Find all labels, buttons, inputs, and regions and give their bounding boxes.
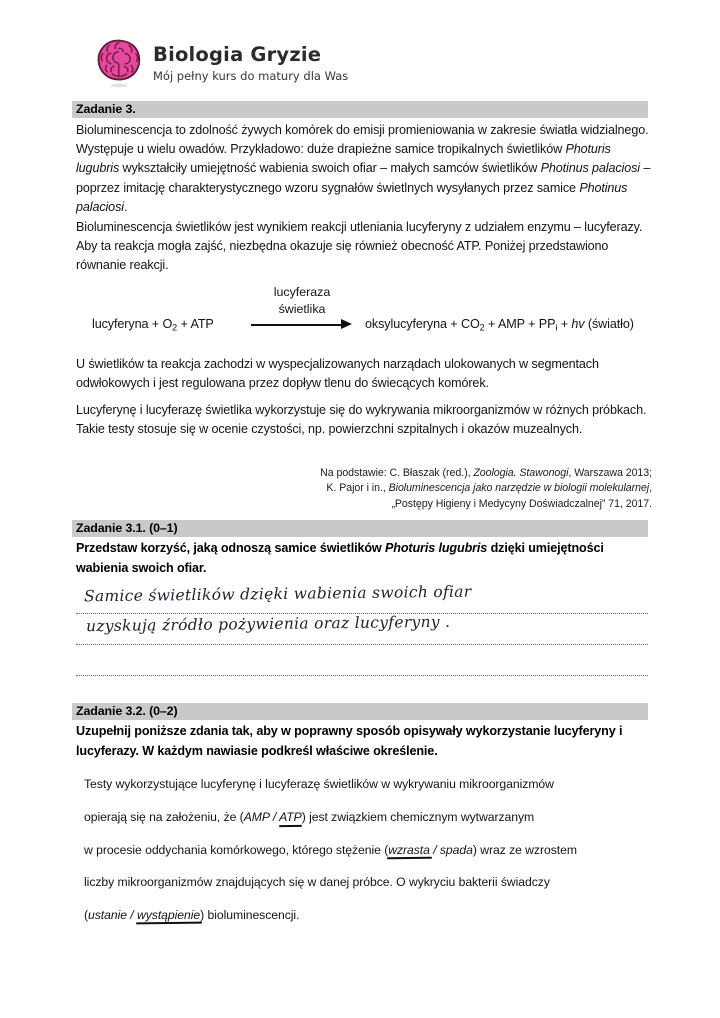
answer-line-2[interactable] bbox=[76, 614, 648, 645]
task-3-paragraph-1 bbox=[76, 121, 652, 217]
choice-amp[interactable]: AMP bbox=[243, 809, 270, 824]
task-3-band: Zadanie 3. bbox=[72, 101, 648, 118]
gapfill-3-b: ) wraz ze wzrostem bbox=[472, 842, 577, 857]
gapfill-5-a: ( bbox=[84, 908, 89, 923]
task-3-paragraph-3: U świetlików ta reakcja zachodzi w wyspecjalizowanych narządach ulokowanych w segmentach odwłokowych i jest regulowana przez dopływ tlenu do świecących komórek. bbox=[76, 357, 599, 391]
answer-line-1[interactable] bbox=[76, 583, 648, 614]
handwritten-answer-line-1: Samice świetlików dzięki wabienia swoich ofiar bbox=[83, 582, 472, 606]
choice-wystapienie-selected[interactable]: wystąpienie bbox=[136, 908, 201, 923]
instruction-part-b: dzięki umiejętności wabienia swoich ofiar. bbox=[76, 541, 604, 575]
gapfill-2-b: ) jest związkiem chemicznym wytwarzanym bbox=[301, 809, 535, 824]
choice-separator-3: / bbox=[126, 908, 137, 923]
choice-ustanie[interactable]: ustanie bbox=[88, 908, 127, 923]
choice-wzrasta-selected[interactable]: wzrasta bbox=[388, 842, 430, 857]
citation-line-1 bbox=[232, 466, 652, 481]
p1-part-a: Bioluminescencja to zdolność żywych komórek do emisji promieniowania w zakresie światła widzialnego. Występuje u wielu owadów. Przykładowo: duże drapieżne samice tropikalnych świetlików bbox=[76, 123, 649, 157]
citation-2-title: Bioluminescencja jako narzędzie w biologii molekularnej bbox=[388, 482, 650, 495]
citation-line-2 bbox=[232, 481, 652, 496]
task-3-2-instruction: Uzupełnij poniższe zdania tak, aby w poprawny sposób opisywały wykorzystanie lucyferyny i lucyferazy. W każdym nawiasie podkreśl właściwe określenie. bbox=[76, 724, 623, 758]
brand-header bbox=[96, 38, 348, 88]
species-photinus-palaciosi-1: Photinus palaciosi bbox=[540, 161, 640, 176]
brand-subtitle: Mój pełny kurs do matury dla Was bbox=[153, 68, 349, 83]
product-text-c: + bbox=[557, 317, 572, 331]
task-3-1-band: Zadanie 3.1. (0–1) bbox=[72, 520, 648, 537]
gapfill-5-b: ) bioluminescencji. bbox=[200, 908, 300, 923]
source-citation bbox=[232, 466, 652, 512]
gapfill-line-1: Testy wykorzystujące lucyferynę i lucyferazę świetlików w wykrywaniu mikroorganizmów bbox=[84, 777, 554, 791]
task-3-paragraph-2: Bioluminescencja świetlików jest wynikiem reakcji utleniania lucyferyny z udziałem enzymu – lucyferazy. Aby ta reakcja mogła zajść, niezbędna okazuje się również obecność ATP. Poniżej przedstawiono równanie reakcji. bbox=[76, 220, 643, 273]
right-arrow-icon bbox=[243, 318, 365, 332]
task-3-1-instruction bbox=[76, 539, 652, 578]
task-3-paragraph-4: Lucyferynę i lucyferazę świetlika wykorzystuje się do wykrywania mikroorganizmów w różnych próbkach. Takie testy stosuje się w ocenie czystości, np. powierzchni szpitalnych i okazów muzealnych. bbox=[76, 403, 647, 437]
equation-products bbox=[365, 317, 634, 333]
brain-icon bbox=[96, 38, 142, 88]
product-text-a: oksylucyferyna + CO bbox=[365, 317, 480, 331]
gapfill-line-5 bbox=[84, 899, 654, 932]
species-photinus-palaciosi-2: Photinus palaciosi bbox=[76, 180, 628, 214]
enzyme-line-2: świetlika bbox=[278, 301, 326, 316]
choice-atp-selected[interactable]: ATP bbox=[279, 809, 302, 824]
substrate-text-b: + ATP bbox=[177, 317, 214, 331]
answer-line-3[interactable] bbox=[76, 645, 648, 676]
gapfill-3-a: w procesie oddychania komórkowego, którego stężenie ( bbox=[84, 842, 389, 857]
product-text-d: (światło) bbox=[584, 317, 634, 331]
product-text-b: + AMP + PP bbox=[484, 317, 556, 331]
citation-line-3: „Postępy Higieny i Medycyny Doświadczalnej” 71, 2017. bbox=[391, 497, 652, 510]
gapfill-2-a: opierają się na założeniu, że ( bbox=[84, 809, 244, 824]
co2-subscript: 2 bbox=[479, 322, 485, 333]
species-photuris-lugubris-q: Photuris lugubris bbox=[384, 541, 488, 555]
gapfill-line-2 bbox=[84, 801, 654, 834]
task-3-2-band: Zadanie 3.2. (0–2) bbox=[72, 703, 648, 720]
handwritten-answer-line-2: uzyskują źródło pożywienia oraz lucyferyny . bbox=[85, 612, 451, 636]
brand-title: Biologia Gryzie bbox=[153, 43, 322, 67]
equation-enzyme-label bbox=[242, 284, 362, 317]
task-3-2-gapfill-text bbox=[84, 768, 654, 932]
substrate-text-a: lucyferyna + O bbox=[92, 317, 173, 331]
citation-1-b: , Warszawa 2013; bbox=[568, 467, 652, 479]
p1-part-b: wykształciły umiejętność wabienia swoich ofiar – małych samców świetlików bbox=[119, 161, 541, 176]
p1-part-c: – poprzez imitację charakterystycznego wzoru sygnałów świetlnych wysyłanych przez samice bbox=[76, 161, 651, 195]
ppi-subscript: i bbox=[555, 322, 558, 333]
photon-symbol: hv bbox=[571, 317, 585, 331]
gapfill-line-3 bbox=[84, 834, 654, 867]
choice-spada[interactable]: spada bbox=[439, 842, 473, 857]
citation-1-a: Na podstawie: C. Błaszak (red.), bbox=[320, 467, 474, 479]
instruction-part-a: Przedstaw korzyść, jaką odnoszą samice świetlików bbox=[76, 541, 385, 555]
task-3-1-answer-area[interactable] bbox=[76, 583, 648, 676]
species-photuris-lugubris: Photuris lugubris bbox=[76, 142, 611, 176]
citation-1-title: Zoologia. Stawonogi bbox=[473, 467, 569, 479]
equation-line bbox=[76, 317, 652, 333]
choice-separator-1: / bbox=[269, 809, 280, 824]
brand-text-block bbox=[153, 42, 348, 83]
equation-substrates bbox=[76, 317, 243, 333]
o2-subscript: 2 bbox=[172, 322, 178, 333]
citation-2-b: , bbox=[649, 482, 652, 495]
p1-part-d: . bbox=[123, 199, 128, 214]
enzyme-line-1: lucyferaza bbox=[273, 285, 331, 299]
reaction-equation bbox=[76, 284, 652, 336]
gapfill-line-4: liczby mikroorganizmów znajdujących się w danej próbce. O wykryciu bakterii świadczy bbox=[84, 875, 550, 890]
choice-separator-2: / bbox=[429, 842, 440, 857]
citation-2-a: K. Pajor i in., bbox=[326, 482, 389, 495]
